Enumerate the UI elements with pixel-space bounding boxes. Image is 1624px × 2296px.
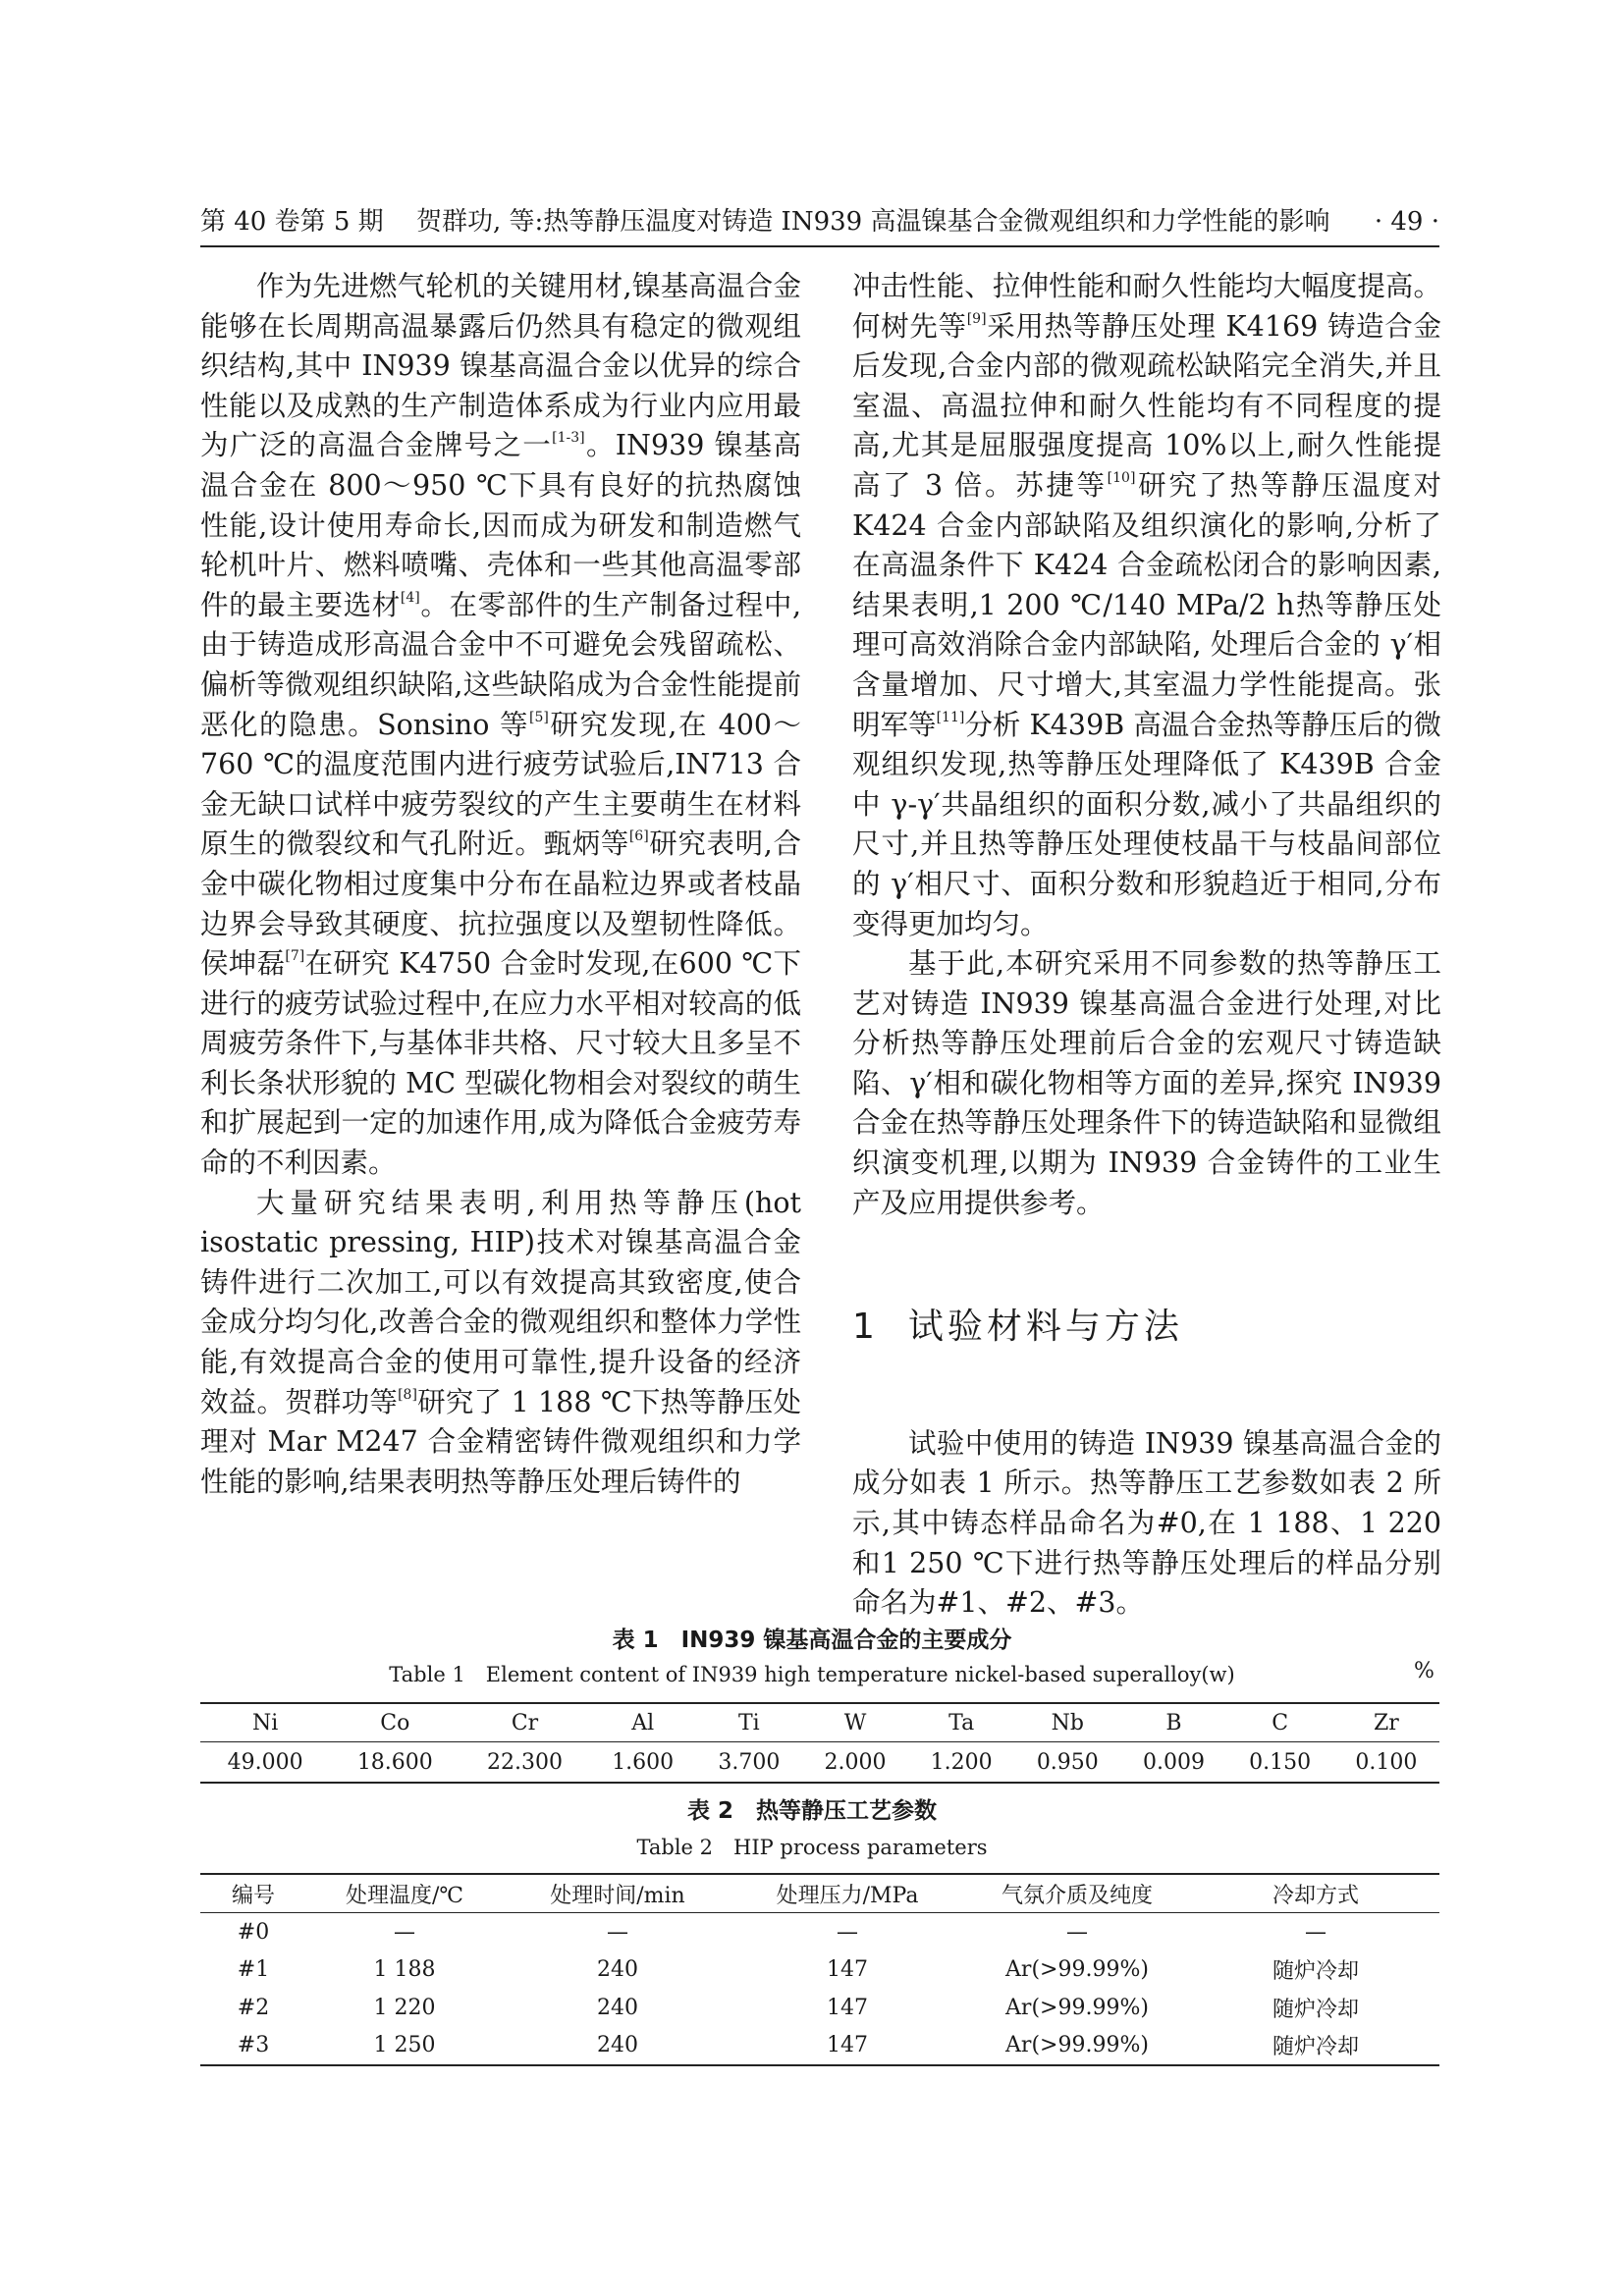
table1-header-cell: Ni <box>200 1703 330 1742</box>
table2-header-row <box>200 1874 1439 1913</box>
table2-cell: 147 <box>827 2033 868 2058</box>
citation-11[interactable]: [11] <box>936 709 965 725</box>
section-title: 试验材料与方法 <box>907 1307 1183 1348</box>
table1-caption-cn: 表 1 IN939 镍基高温合金的主要成分 <box>612 1628 1012 1653</box>
table2-cell: Ar(>99.99%) <box>1005 1957 1149 1983</box>
table1-header-cell: Ta <box>908 1703 1014 1742</box>
table1-cell: 0.950 <box>1036 1749 1099 1775</box>
table1-header-cell: B <box>1120 1703 1226 1742</box>
table1-cell: 1.200 <box>930 1749 993 1775</box>
table2-row <box>200 2027 1439 2066</box>
table2-cell: 147 <box>827 1957 868 1983</box>
table1-cell: 0.009 <box>1142 1749 1205 1775</box>
citation-4[interactable]: [4] <box>400 589 420 606</box>
table2-cell: — <box>837 1919 858 1945</box>
table2-header-cell: 气氛介质及纯度 <box>962 1874 1192 1913</box>
table2-cell: 240 <box>597 2033 638 2058</box>
table1-cell: 0.150 <box>1249 1749 1312 1775</box>
section-heading <box>852 1308 1441 1348</box>
table2-row <box>200 1951 1439 1990</box>
table2-cell: — <box>1066 1919 1088 1945</box>
table2 <box>200 1873 1439 2066</box>
right-paragraph-1: 冲击性能、拉伸性能和耐久性能均大幅度提高。何树先等[9]采用热等静压处理 K4169 铸造合金后发现,合金内部的微观疏松缺陷完全消失,并且室温、高温拉伸和耐久性能均有不同程度的提高,尤其是屈服强度提高 10%以上,耐久性能提高了 3 倍。苏捷等[10]研究了热等静压温度对 K424 合金内部缺陷及组织演化的影响,分析了在高温条件下 K424 合金疏松闭合的影响因素,结果表明,1 200 ℃/140 MPa/2 h热等静压处理可高效消除合金内部缺陷, 处理后合金的 γ′相含量增加、尺寸增大,其室温力学性能提高。张明军等[11]分析 K439B 高温合金热等静压后的微观组织发现,热等静压处理降低了 K439B 合金中 γ-γ′共晶组织的面积分数,减小了共晶组织的尺寸,并且热等静压处理使枝晶干与枝晶间部位的 γ′相尺寸、面积分数和形貌趋近于相同,分布变得更加均匀。 <box>852 270 1441 940</box>
table1-header-row <box>200 1703 1439 1742</box>
left-column <box>200 267 801 1502</box>
right-paragraph-3: 试验中使用的铸造 IN939 镍基高温合金的成分如表 1 所示。热等静压工艺参数如表 2 所示,其中铸态样品命名为#0,在 1 188、1 220 和1 250 ℃下进行热等静压处理后的样品分别命名为#1、#2、#3。 <box>852 1426 1441 1620</box>
right-paragraph-2: 基于此,本研究采用不同参数的热等静压工艺对铸造 IN939 镍基高温合金进行处理,对比分析热等静压处理前后合金的宏观尺寸铸造缺陷、γ′相和碳化物相等方面的差异,探究 IN939 合金在热等静压处理条件下的铸造缺陷和显微组织演变机理,以期为 IN939 合金铸件的工业生产及应用提供参考。 <box>852 947 1441 1219</box>
page-number: · 49 · <box>1374 207 1439 237</box>
table1-cell: 2.000 <box>824 1749 887 1775</box>
table1 <box>200 1702 1439 1784</box>
table2-cell: 240 <box>597 1995 638 2020</box>
running-header <box>200 202 1439 241</box>
table2-caption-cn: 表 2 热等静压工艺参数 <box>686 1798 937 1824</box>
right-column <box>852 267 1441 1624</box>
table1-header-cell: Nb <box>1014 1703 1120 1742</box>
table1-row <box>200 1742 1439 1784</box>
table1-cell: 22.300 <box>487 1749 563 1775</box>
table1-unit: % <box>1414 1659 1435 1683</box>
table1-header-cell: Ti <box>696 1703 802 1742</box>
table2-cell: 1 250 <box>373 2033 436 2058</box>
table1-header-cell: Co <box>330 1703 460 1742</box>
citation-8[interactable]: [8] <box>398 1386 417 1403</box>
journal-volume: 第 40 卷第 5 期 <box>200 207 384 237</box>
table2-header-cell: 编号 <box>200 1874 306 1913</box>
table2-cell: #0 <box>237 1919 270 1945</box>
table2-row <box>200 1989 1439 2027</box>
table2-cell: #3 <box>237 2033 270 2058</box>
table2-cell: — <box>394 1919 415 1945</box>
table2-row <box>200 1913 1439 1951</box>
citation-1-3[interactable]: [1-3] <box>552 430 585 447</box>
table2-cell: — <box>607 1919 628 1945</box>
table1-cell: 49.000 <box>227 1749 303 1775</box>
table2-cell: 1 188 <box>373 1957 436 1983</box>
table1-cell: 0.100 <box>1355 1749 1418 1775</box>
table1-header-cell: W <box>802 1703 908 1742</box>
citation-6[interactable]: [6] <box>628 828 649 845</box>
running-title: 贺群功, 等:热等静压温度对铸造 IN939 高温镍基合金微观组织和力学性能的影响 <box>416 207 1330 237</box>
table1-header-cell: C <box>1227 1703 1333 1742</box>
table1-caption-en: Table 1 Element content of IN939 high temperature nickel-based superalloy(w) <box>389 1663 1235 1686</box>
left-paragraph-1: 作为先进燃气轮机的关键用材,镍基高温合金能够在长周期高温暴露后仍然具有稳定的微观组织结构,其中 IN939 镍基高温合金以优异的综合性能以及成熟的生产制造体系成为行业内应用最为广泛的高温合金牌号之一[1-3]。IN939 镍基高温合金在 800～950 ℃下具有良好的抗热腐蚀性能,设计使用寿命长,因而成为研发和制造燃气轮机叶片、燃料喷嘴、壳体和一些其他高温零部件的最主要选材[4]。在零部件的生产制备过程中,由于铸造成形高温合金中不可避免会残留疏松、偏析等微观组织缺陷,这些缺陷成为合金性能提前恶化的隐患。Sonsino 等[5]研究发现,在 400～760 ℃的温度范围内进行疲劳试验后,IN713 合金无缺口试样中疲劳裂纹的产生主要萌生在材料原生的微裂纹和气孔附近。甄炳等[6]研究表明,合金中碳化物相过度集中分布在晶粒边界或者枝晶边界会导致其硬度、抗拉强度以及塑韧性降低。侯坤磊[7]在研究 K4750 合金时发现,在600 ℃下进行的疲劳试验过程中,在应力水平相对较高的低周疲劳条件下,与基体非共格、尺寸较大且多呈不利长条状形貌的 MC 型碳化物相会对裂纹的萌生和扩展起到一定的加速作用,成为降低合金疲劳寿命的不利因素。 <box>200 270 801 1180</box>
table2-cell: 147 <box>827 1995 868 2020</box>
table2-cell: 1 220 <box>373 1995 436 2020</box>
table2-cell: — <box>1305 1919 1326 1945</box>
table2-cell: 随炉冷却 <box>1272 2035 1359 2060</box>
table2-caption-en: Table 2 HIP process parameters <box>636 1836 988 1859</box>
table2-cell: 随炉冷却 <box>1272 1959 1359 1985</box>
table2-cell: Ar(>99.99%) <box>1005 1995 1149 2020</box>
table2-cell: Ar(>99.99%) <box>1005 2033 1149 2058</box>
table1-cell: 18.600 <box>356 1749 433 1775</box>
table2-cell: #1 <box>237 1957 270 1983</box>
table2-cell: 随炉冷却 <box>1272 1997 1359 2022</box>
table2-cell: 240 <box>597 1957 638 1983</box>
table1-cell: 1.600 <box>612 1749 675 1775</box>
citation-10[interactable]: [10] <box>1107 469 1136 486</box>
table2-header-cell: 处理压力/MPa <box>732 1874 962 1913</box>
left-paragraph-2: 大量研究结果表明,利用热等静压(hot isostatic pressing, HIP)技术对镍基高温合金铸件进行二次加工,可以有效提高其致密度,使合金成分均匀化,改善合金的微观组织和整体力学性能,有效提高合金的使用可靠性,提升设备的经济效益。贺群功等[8]研究了 1 188 ℃下热等静压处理对 Mar M247 合金精密铸件微观组织和力学性能的影响,结果表明热等静压处理后铸件的 <box>200 1186 801 1498</box>
table1-header-cell: Cr <box>460 1703 589 1742</box>
section-number: 1 <box>852 1307 879 1348</box>
table1-header-cell: Al <box>590 1703 696 1742</box>
header-rule <box>200 245 1439 247</box>
table2-header-cell: 处理温度/℃ <box>306 1874 503 1913</box>
table1-cell: 3.700 <box>718 1749 781 1775</box>
table2-header-cell: 处理时间/min <box>503 1874 732 1913</box>
citation-7[interactable]: [7] <box>285 948 305 965</box>
citation-5[interactable]: [5] <box>528 709 549 725</box>
table2-header-cell: 冷却方式 <box>1192 1874 1439 1913</box>
citation-9[interactable]: [9] <box>966 310 987 327</box>
table1-header-cell: Zr <box>1333 1703 1439 1742</box>
table2-cell: #2 <box>237 1995 270 2020</box>
